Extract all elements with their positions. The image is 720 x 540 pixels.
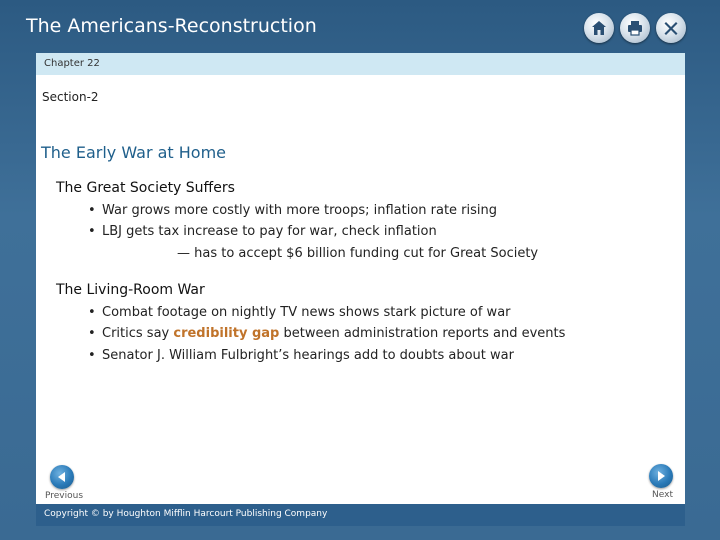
list-item-text: Senator J. William Fulbright’s hearings add to doubts about war — [102, 348, 514, 363]
toolbar — [584, 13, 686, 43]
list-item — [88, 224, 437, 239]
close-button[interactable] — [656, 13, 686, 43]
content-panel — [36, 53, 685, 504]
list-item — [88, 203, 497, 218]
topic-title: The Living-Room War — [56, 282, 205, 298]
next-button[interactable] — [649, 464, 673, 488]
list-item-text: LBJ gets tax increase to pay for war, check inflation — [102, 224, 437, 239]
list-item-text: Combat footage on nightly TV news shows stark picture of war — [102, 305, 511, 320]
page-title: The Early War at Home — [41, 143, 227, 162]
arrow-left-icon — [56, 471, 68, 483]
bullet-icon: • — [88, 326, 96, 341]
topic-title: The Great Society Suffers — [56, 180, 235, 196]
chapter-label: Chapter 22 — [44, 58, 100, 69]
copyright-text: Copyright © by Houghton Mifflin Harcourt Publishing Company — [44, 509, 328, 519]
section-label: Section-2 — [42, 90, 99, 104]
close-icon — [662, 19, 680, 37]
highlight-term: credibility gap — [173, 326, 280, 341]
list-item-text: War grows more costly with more troops; inflation rate rising — [102, 203, 498, 218]
arrow-right-icon — [655, 470, 667, 482]
critics-text-after: between administration reports and events — [279, 326, 566, 341]
bullet-icon: • — [88, 203, 96, 218]
print-button[interactable] — [620, 13, 650, 43]
list-item — [88, 348, 514, 363]
home-icon — [590, 19, 608, 37]
bullet-icon: • — [88, 305, 96, 320]
app-title: The Americans-Reconstruction — [26, 15, 317, 37]
list-item — [88, 326, 565, 341]
chapter-bar — [36, 53, 685, 75]
footer-bar — [36, 504, 685, 526]
print-icon — [626, 19, 644, 37]
sub-item: — has to accept $6 billion funding cut for Great Society — [177, 246, 539, 261]
list-item — [88, 305, 511, 320]
home-button[interactable] — [584, 13, 614, 43]
bullet-icon: • — [88, 224, 96, 239]
previous-label[interactable]: Previous — [45, 491, 84, 501]
bullet-icon: • — [88, 348, 96, 363]
next-label[interactable]: Next — [652, 490, 673, 500]
previous-button[interactable] — [50, 465, 74, 489]
critics-text-before: Critics say — [102, 326, 174, 341]
